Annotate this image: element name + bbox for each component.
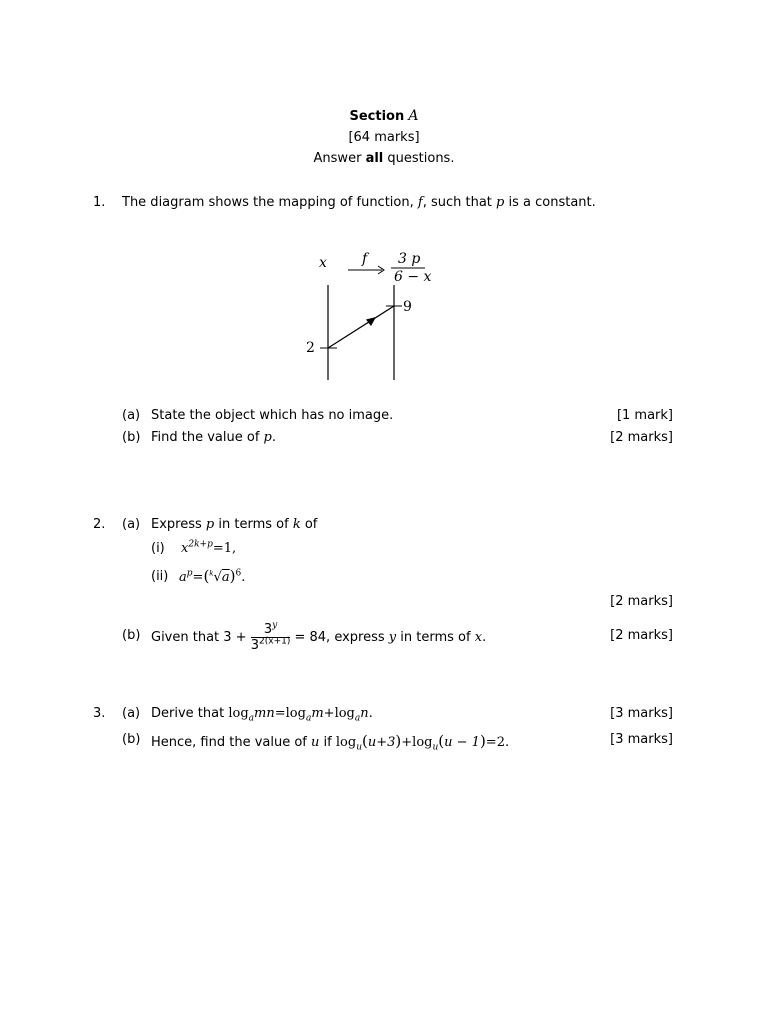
q2ai-equation: $x^{2k+p}=1$,	[181, 539, 237, 556]
mapping-line	[328, 306, 394, 348]
q2ai-label: (i)	[151, 541, 165, 556]
section-title-letter: A	[408, 108, 419, 124]
radical-icon: √	[213, 570, 222, 585]
section-title-word: Section	[349, 109, 405, 124]
mapping-arrowhead	[366, 317, 376, 326]
codomain-value: 9	[403, 299, 412, 315]
q1a-text: State the object which has no image.	[151, 408, 394, 423]
q1-stem: The diagram shows the mapping of function, f, such that p is a constant.	[122, 195, 596, 210]
section-instruction: Answer all questions.	[313, 151, 455, 166]
q3a-text: Derive that $\log_amn=\log_am+\log_an$.	[151, 706, 373, 724]
domain-value: 2	[306, 340, 315, 356]
q1-number: 1.	[93, 195, 106, 210]
q2a-label: (a)	[122, 517, 141, 532]
q3b-label: (b)	[122, 732, 141, 747]
q2b-label: (b)	[122, 628, 141, 643]
q3a-marks: [3 marks]	[610, 706, 673, 721]
q2aii-equation: $a^p=(^k√a)^6$.	[179, 567, 246, 585]
q2b-marks: [2 marks]	[610, 628, 673, 643]
q2aii-label: (ii)	[151, 569, 169, 584]
q2a-marks: [2 marks]	[610, 594, 673, 609]
q2-number: 2.	[93, 517, 106, 532]
q3-number: 3.	[93, 706, 106, 721]
q2b-text: Given that 3 + $\frac{3^y}{3^{2(x+1)}}$ = 84, express y in terms of x .	[151, 620, 487, 653]
q1b-label: (b)	[122, 430, 141, 445]
domain-label: x	[319, 255, 327, 271]
codomain-denominator: 6 − x	[394, 269, 432, 285]
q1b-text: Find the value of p.	[151, 430, 277, 445]
q2b-fraction: $\frac{3^y}{3^{2(x+1)}}$	[250, 620, 291, 653]
codomain-numerator: 3 p	[398, 251, 421, 267]
q3b-text: Hence, find the value of u if $\log_u(u+3)+\log_u(u - 1)=2$.	[151, 732, 510, 753]
section-marks: [64 marks]	[348, 130, 420, 145]
q1b-marks: [2 marks]	[610, 430, 673, 445]
q1a-marks: [1 mark]	[616, 408, 673, 423]
function-label: f	[362, 251, 368, 267]
q1a-label: (a)	[122, 408, 141, 423]
q2a-text: Express p in terms of k of	[151, 517, 318, 532]
q3b-marks: [3 marks]	[610, 732, 673, 747]
q3a-label: (a)	[122, 706, 141, 721]
